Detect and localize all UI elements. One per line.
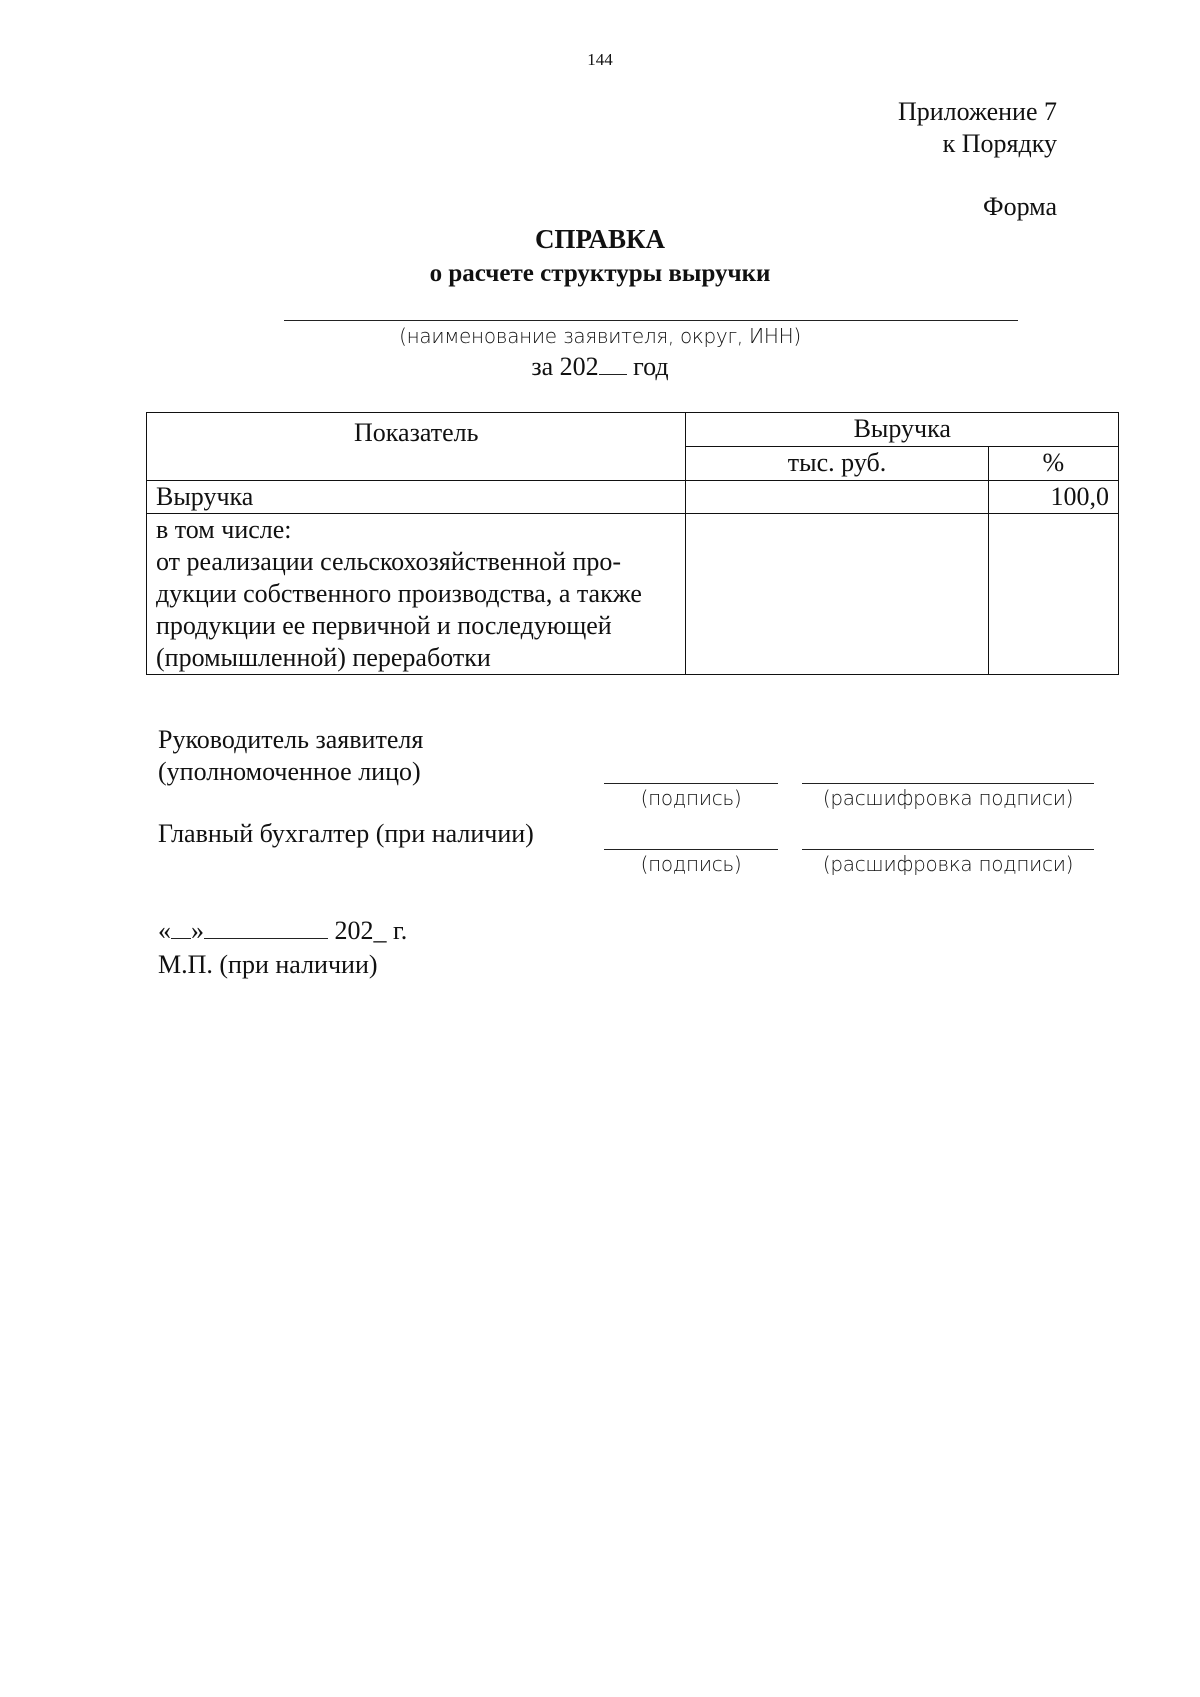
page-number: 144 <box>587 50 613 69</box>
year-suffix: год <box>633 352 669 381</box>
appendix-line-1: Приложение 7 <box>897 97 1057 126</box>
head-signature-field[interactable] <box>604 783 778 784</box>
row-agri-thousand-rub[interactable] <box>686 514 988 675</box>
appendix-line-2: к Порядку <box>942 129 1057 158</box>
header-percent: % <box>988 447 1118 481</box>
date-close-quote: » <box>191 916 204 945</box>
appendix-reference <box>898 96 1057 160</box>
table-row <box>147 481 1119 514</box>
row-agri-line-3: дукции собственного производства, а также <box>156 579 642 608</box>
row-agri-percent[interactable] <box>988 514 1118 675</box>
revenue-structure-table <box>146 412 1119 675</box>
table-row <box>147 514 1119 675</box>
month-blank[interactable] <box>204 916 328 939</box>
document-subtitle: о расчете структуры выручки <box>429 260 771 287</box>
accountant-decoding-caption: (расшифровка подписи) <box>822 852 1074 876</box>
row-agri-indicator <box>147 514 686 675</box>
applicant-name-field[interactable] <box>284 320 1018 321</box>
year-line <box>0 352 1200 382</box>
document-title: СПРАВКА <box>534 224 666 254</box>
row-revenue-indicator: Выручка <box>147 481 686 514</box>
row-agri-line-1: в том числе: <box>156 515 292 544</box>
row-agri-line-2: от реализации сельскохозяйственной про- <box>156 547 622 576</box>
applicant-caption: (наименование заявителя, округ, ИНН) <box>399 324 801 348</box>
header-indicator: Показатель <box>147 413 686 481</box>
accountant-label: Главный бухгалтер (при наличии) <box>158 819 534 848</box>
head-signatory-label <box>158 724 423 788</box>
head-decoding-caption: (расшифровка подписи) <box>822 786 1074 810</box>
accountant-decoding-field[interactable] <box>802 849 1094 850</box>
header-revenue: Выручка <box>686 413 1119 447</box>
date-open-quote: « <box>158 916 171 945</box>
head-signature-caption: (подпись) <box>640 786 742 810</box>
accountant-signature-field[interactable] <box>604 849 778 850</box>
header-thousand-rub: тыс. руб. <box>686 447 988 481</box>
head-label-line-1: Руководитель заявителя <box>158 725 424 754</box>
stamp-label: М.П. (при наличии) <box>158 950 378 979</box>
head-label-line-2: (уполномоченное лицо) <box>158 757 421 786</box>
date-line <box>158 916 407 946</box>
accountant-signature-caption: (подпись) <box>640 852 742 876</box>
day-blank[interactable] <box>171 916 191 939</box>
row-revenue-thousand-rub[interactable] <box>686 481 988 514</box>
year-prefix: за 202 <box>531 352 599 381</box>
row-agri-line-4: продукции ее первичной и последующей <box>156 611 612 640</box>
head-decoding-field[interactable] <box>802 783 1094 784</box>
date-year-text: 202_ г. <box>334 916 408 945</box>
year-blank[interactable] <box>599 352 627 375</box>
form-label: Форма <box>983 192 1057 221</box>
table-header-row <box>147 413 1119 447</box>
row-agri-line-5: (промышленной) переработки <box>156 643 491 672</box>
row-revenue-percent[interactable]: 100,0 <box>988 481 1118 514</box>
